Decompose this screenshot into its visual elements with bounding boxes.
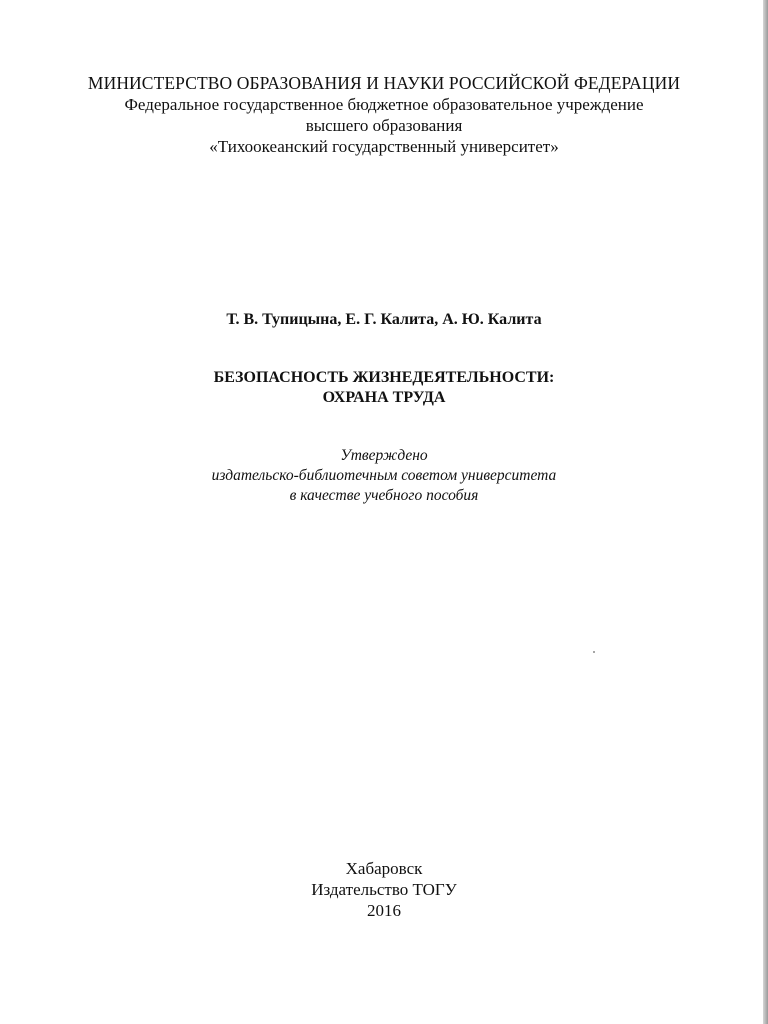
imprint-city: Хабаровск [345, 859, 423, 878]
imprint [0, 858, 768, 921]
university-name: «Тихоокеанский государственный университет» [209, 137, 559, 156]
authors [0, 309, 768, 331]
approval-note [0, 446, 768, 506]
approval-line-2: издательско-библиотечным советом университета [211, 467, 557, 484]
book-title-line-2: ОХРАНА ТРУДА [322, 389, 446, 406]
imprint-publisher: Издательство ТОГУ [311, 880, 457, 899]
approval-line-1: Утверждено [340, 447, 428, 464]
book-title [0, 368, 768, 408]
book-title-line-1: БЕЗОПАСНОСТЬ ЖИЗНЕДЕЯТЕЛЬНОСТИ: [213, 369, 555, 386]
institution-header [0, 73, 768, 157]
page-edge-shadow [763, 0, 768, 1024]
scan-speck [593, 651, 595, 653]
institution-type: Федеральное государственное бюджетное образовательное учреждение [124, 95, 644, 114]
approval-line-3: в качестве учебного пособия [289, 487, 479, 504]
authors-line: Т. В. Тупицына, Е. Г. Калита, А. Ю. Калита [226, 311, 542, 328]
ministry-name: МИНИСТЕРСТВО ОБРАЗОВАНИЯ И НАУКИ РОССИЙСКОЙ ФЕДЕРАЦИИ [87, 73, 681, 93]
education-level: высшего образования [305, 116, 463, 135]
imprint-year: 2016 [367, 901, 401, 920]
